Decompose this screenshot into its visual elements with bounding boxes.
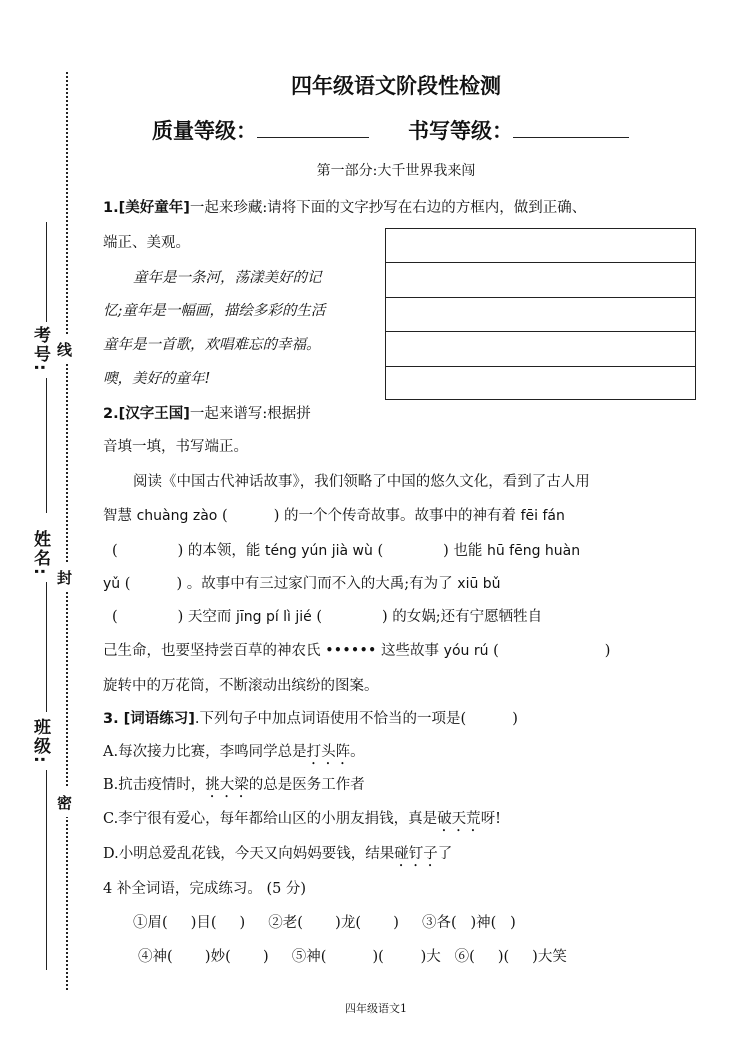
q1-intro-text: 一起来珍藏:请将下面的文字抄写在右边的方框内，做到正确、	[189, 200, 587, 216]
copy-box-row[interactable]	[386, 263, 695, 297]
text-segment: 智慧	[103, 508, 132, 524]
pinyin: xiū bǔ	[457, 576, 501, 592]
text-segment: 的女娲;还有宁愿牺牲自	[392, 609, 543, 625]
q2-passage-line-5	[112, 605, 542, 626]
pinyin: hū fēng huàn	[486, 543, 581, 559]
writing-grade	[408, 115, 629, 145]
quality-grade-blank[interactable]	[257, 117, 369, 138]
seal-secret-char: 密	[57, 788, 72, 817]
q4-title: 4 补全词语，完成练习。 (5 分)	[103, 881, 307, 897]
option-text: 呀!	[480, 811, 502, 827]
class-label: 班级:	[30, 718, 50, 765]
q2-passage-line-3	[112, 539, 580, 560]
copy-box-row[interactable]	[386, 229, 695, 263]
dotted-word: 碰钉子	[394, 846, 438, 862]
option-text: D.小明总爱乱花钱，今天又向妈妈要钱，结果	[103, 846, 395, 862]
answer-blank[interactable]: ( )	[112, 609, 184, 625]
text-segment: 也能	[453, 543, 483, 559]
name-label: 姓名:	[30, 530, 50, 577]
copy-box-row[interactable]	[386, 367, 695, 401]
q1-poem-line-2: 忆;童年是一幅画，描绘多彩的生活	[103, 303, 326, 319]
text-segment: 。故事中有三过家门而不入的大禹;有为了	[186, 576, 453, 592]
page-title: 四年级语文阶段性检测	[291, 74, 501, 98]
q3-option-a[interactable]	[103, 740, 365, 768]
copy-box-row[interactable]	[386, 298, 695, 332]
q3-stem	[103, 707, 518, 728]
name-line[interactable]	[46, 582, 47, 712]
q2-intro	[103, 402, 311, 423]
pinyin: chuàng zào	[136, 508, 218, 524]
q1-poem-line-4: 噢，美好的童年!	[103, 371, 211, 387]
option-text: 的总是医务工作者	[248, 777, 365, 793]
dotted-word: 破天荒	[437, 811, 481, 827]
pinyin: yóu rú	[443, 643, 489, 659]
option-text: A.每次接力比赛，李鸣同学总是	[103, 744, 307, 760]
q4-row-2[interactable]: ④神( )妙( ) ⑤神( )( )大 ⑥( )( )大笑	[138, 949, 567, 965]
quality-grade	[152, 115, 369, 145]
exam-number-label: 考号:	[30, 326, 50, 373]
q2-passage-line-6	[103, 639, 610, 660]
copy-box-row[interactable]	[386, 332, 695, 366]
q2-passage-line-7: 旋转中的万花筒，不断滚动出缤纷的图案。	[103, 678, 379, 694]
pinyin: fēi fán	[520, 508, 565, 524]
q2-passage-line-2	[103, 504, 565, 525]
text-segment: 己生命，也要坚持尝百草的神农氏 •••••• 这些故事	[103, 643, 440, 659]
q1-copy-box[interactable]	[385, 228, 696, 400]
answer-blank[interactable]: ( )	[316, 609, 388, 625]
dotted-word: 挑大梁	[205, 777, 249, 793]
q2-passage-line-1: 阅读《中国古代神话故事》，我们领略了中国的悠久文化，看到了古人用	[133, 474, 590, 490]
option-text: B.抗击疫情时，	[103, 777, 206, 793]
seal-seal-char: 封	[57, 563, 72, 592]
answer-blank[interactable]: ( )	[493, 643, 611, 659]
answer-blank[interactable]: ( )	[377, 543, 449, 559]
answer-blank[interactable]: ( )	[112, 543, 184, 559]
q1-poem-line-1: 童年是一条河，荡漾美好的记	[133, 270, 322, 286]
class-line[interactable]	[46, 770, 47, 970]
q3-option-d[interactable]	[103, 842, 452, 870]
exam-number-line	[46, 222, 47, 322]
option-text: C.李宁很有爱心，每年都给山区的小朋友捐钱，真是	[103, 811, 438, 827]
q1-intro-cont: 端正、美观。	[103, 235, 190, 251]
q1-poem-line-3: 童年是一首歌，欢唱难忘的幸福。	[103, 337, 321, 353]
q3-option-b[interactable]	[103, 773, 365, 801]
q3-option-c[interactable]	[103, 807, 501, 835]
dotted-word: 打头阵	[306, 744, 351, 760]
writing-grade-label: 书写等级：	[408, 119, 513, 143]
option-text: 了	[437, 846, 453, 862]
exam-number-line-lower[interactable]	[46, 378, 47, 513]
q3-tag: 3. [词语练习]	[103, 711, 195, 727]
option-text: 。	[350, 744, 365, 760]
pinyin: jīng pí lì jié	[235, 609, 312, 625]
q2-tag: 2.[汉字王国]	[103, 406, 190, 422]
pinyin: téng yún jià wù	[264, 543, 373, 559]
binding-dotted-line	[66, 72, 68, 990]
q2-intro-cont: 音填一填，书写端正。	[103, 439, 248, 455]
q4-row-1[interactable]: ①眉( )目( ) ②老( )龙( ) ③各( )神( )	[133, 915, 516, 931]
text-segment: 天空而	[187, 609, 232, 625]
seal-line-char: 线	[57, 335, 72, 364]
text-segment: 的一个个传奇故事。故事中的神有着	[283, 508, 516, 524]
answer-blank[interactable]: ( )	[124, 576, 183, 592]
page-footer: 四年级语文1	[345, 1002, 407, 1015]
q2-intro-text: 一起来谱写:根据拼	[189, 406, 311, 422]
writing-grade-blank[interactable]	[513, 117, 629, 138]
answer-blank[interactable]: ( )	[221, 508, 280, 524]
q2-passage-line-4	[103, 572, 501, 593]
pinyin: yǔ	[103, 576, 121, 592]
q1-tag: 1.[美好童年]	[103, 200, 190, 216]
part-title: 第一部分:大千世界我来闯	[316, 163, 476, 179]
q1-intro	[103, 196, 586, 217]
quality-grade-label: 质量等级：	[152, 119, 257, 143]
text-segment: 的本领，能	[187, 543, 261, 559]
q3-stem-text: .下列句子中加点词语使用不恰当的一项是( )	[194, 711, 518, 727]
